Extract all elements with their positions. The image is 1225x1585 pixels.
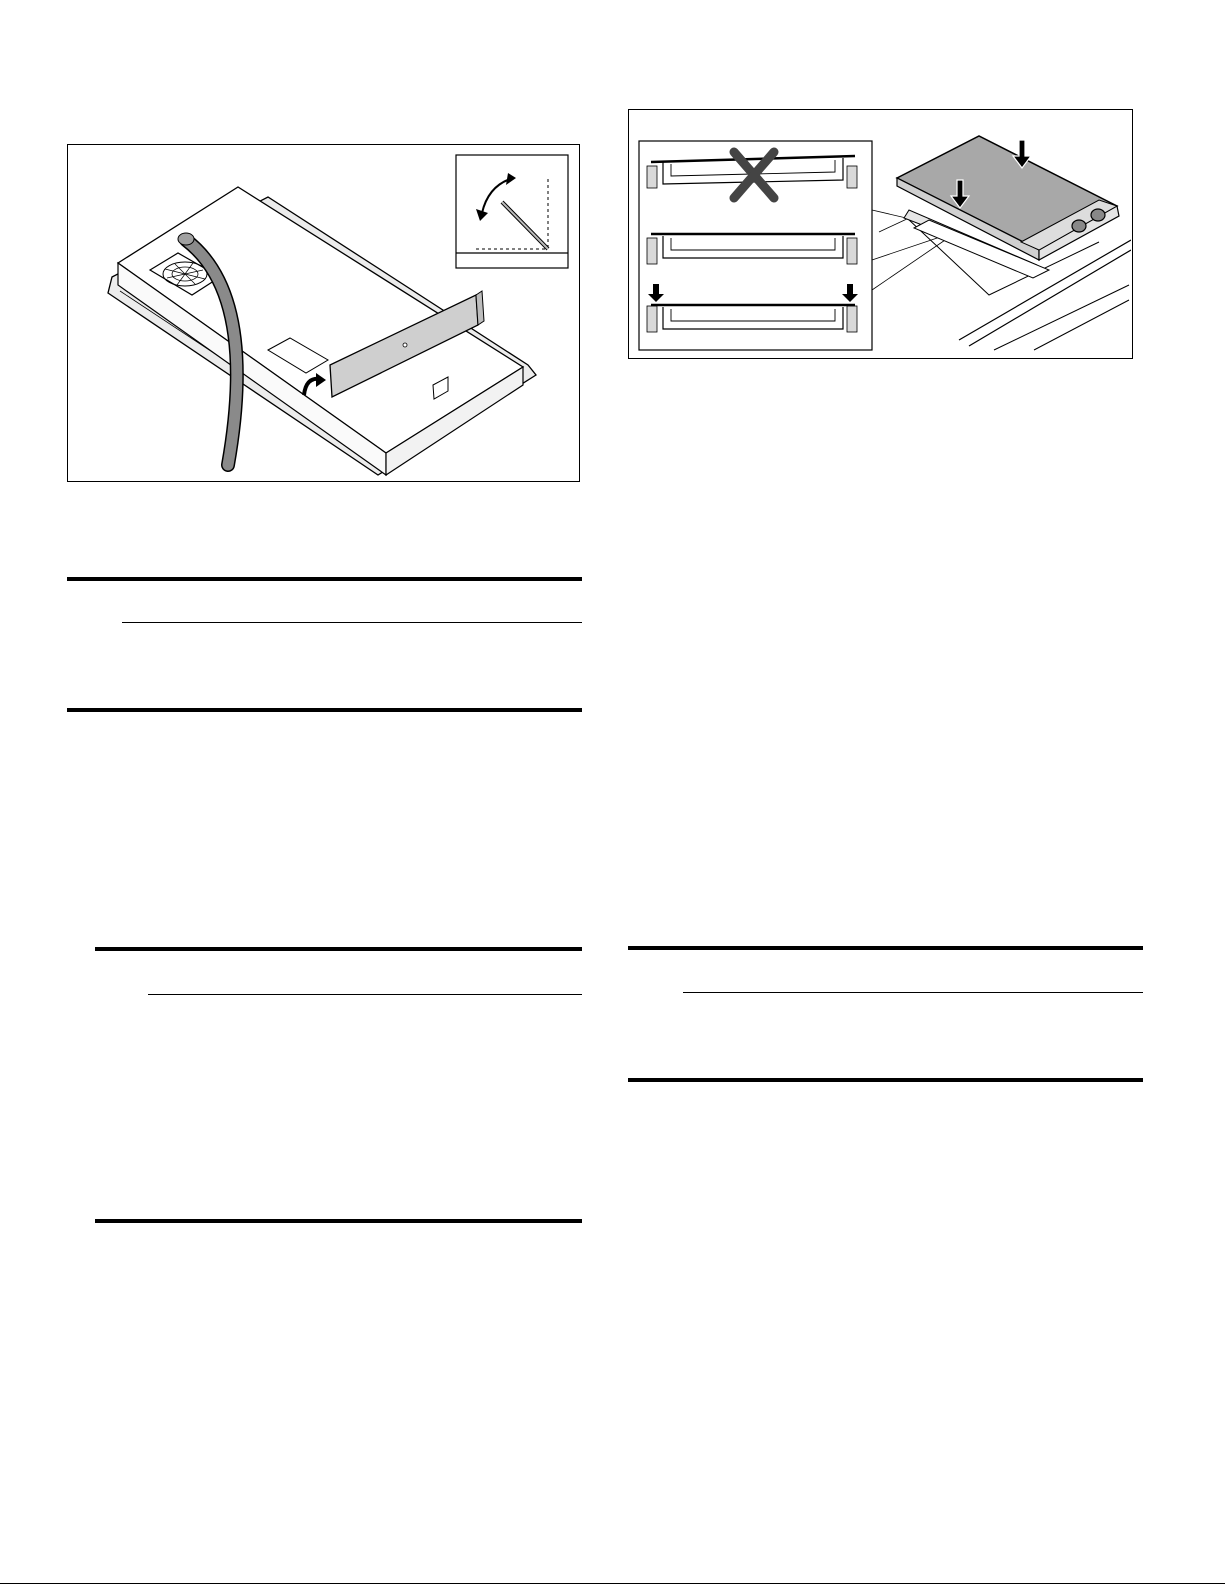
section-rule-top-3	[628, 946, 1143, 950]
figure-cooktop-installation	[628, 109, 1133, 359]
cooktop-underside-illustration	[68, 145, 578, 480]
section-rule-bottom-1	[67, 708, 582, 712]
section-rule-top-1	[67, 577, 582, 581]
figure-cooktop-underside	[67, 144, 580, 482]
section-rule-bottom-2	[95, 1219, 582, 1223]
section-rule-thin-2	[148, 994, 582, 995]
cooktop-installed-icon	[897, 136, 1119, 278]
section-rule-thin-1	[122, 622, 582, 623]
flap-angle-inset-icon	[456, 155, 568, 268]
section-rule-bottom-3	[628, 1078, 1143, 1082]
cooktop-installation-illustration	[629, 110, 1131, 357]
section-rule-top-2	[95, 947, 582, 951]
section-rule-thin-3	[683, 992, 1143, 993]
footer-rule	[0, 1583, 1225, 1584]
